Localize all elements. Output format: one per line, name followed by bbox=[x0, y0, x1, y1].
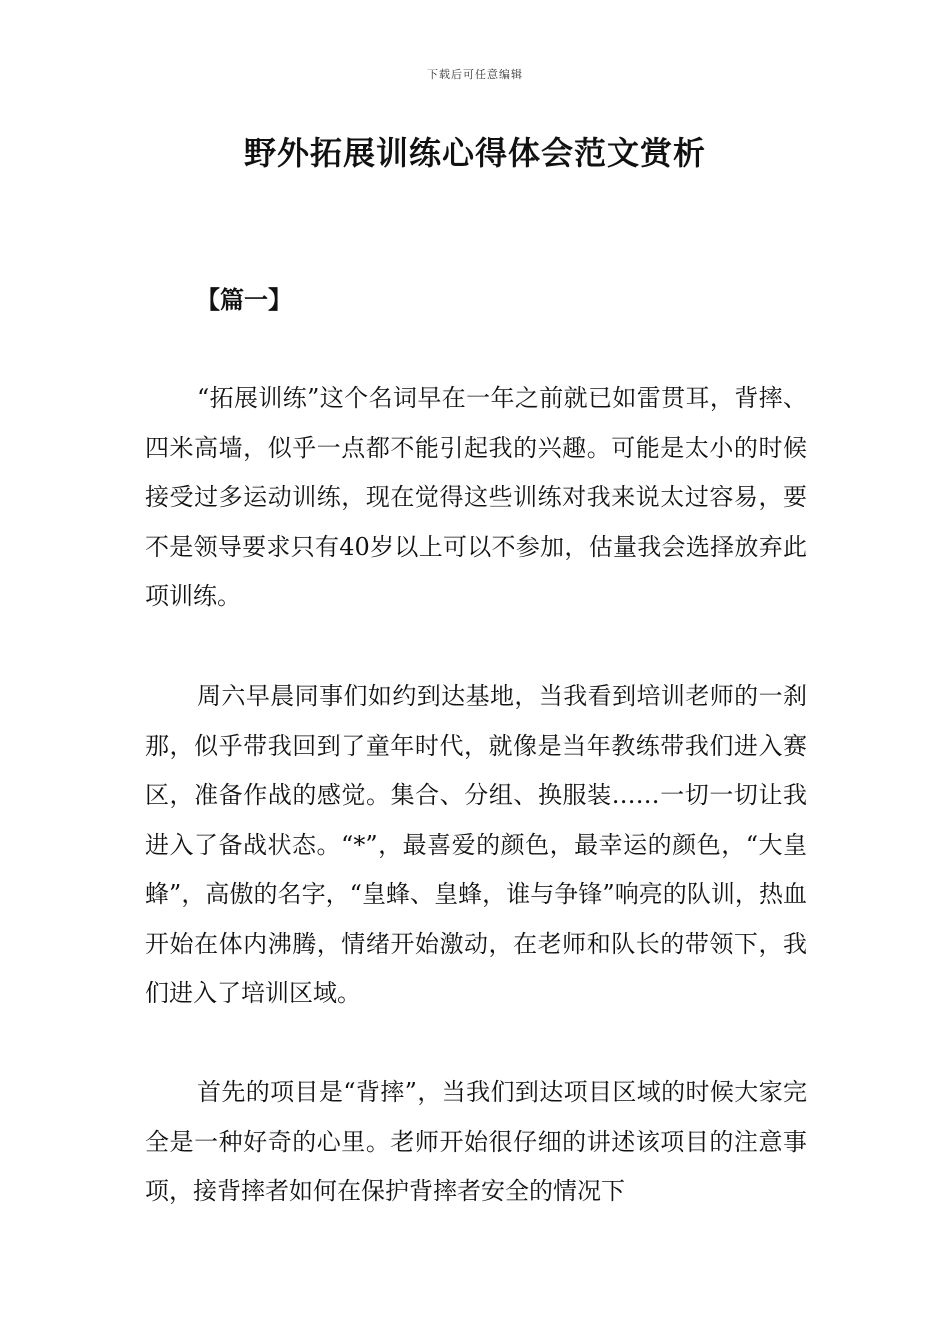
paragraph-2: 周六早晨同事们如约到达基地，当我看到培训老师的一刹那，似乎带我回到了童年时代，就像是当年教练带我们进入赛区，准备作战的感觉。集合、分组、换服装……一切一切让我进入了备战状态。“*”，最喜爱的颜色，最幸运的颜色，“大皇蜂”，高傲的名字，“皇蜂、皇蜂，谁与争锋”响亮的队训，热血开始在体内沸腾，情绪开始激动，在老师和队长的带领下，我们进入了培训区域。 bbox=[145, 682, 807, 1007]
paragraph-1: “拓展训练”这个名词早在一年之前就已如雷贯耳，背摔、四米高墙，似乎一点都不能引起我的兴趣。可能是太小的时候接受过多运动训练，现在觉得这些训练对我来说太过容易，要不是领导要求只有40岁以上可以不参加，估量我会选择放弃此项训练。 bbox=[145, 384, 807, 610]
section-label: 【篇一】 bbox=[196, 286, 292, 314]
document-title: 野外拓展训练心得体会范文赏析 bbox=[243, 134, 706, 172]
paragraph-3: 首先的项目是“背摔”，当我们到达项目区域的时候大家完全是一种好奇的心里。老师开始很仔细的讲述该项目的注意事项，接背摔者如何在保护背摔者安全的情况下 bbox=[145, 1078, 807, 1205]
header-note: 下载后可任意编辑 bbox=[427, 68, 523, 81]
